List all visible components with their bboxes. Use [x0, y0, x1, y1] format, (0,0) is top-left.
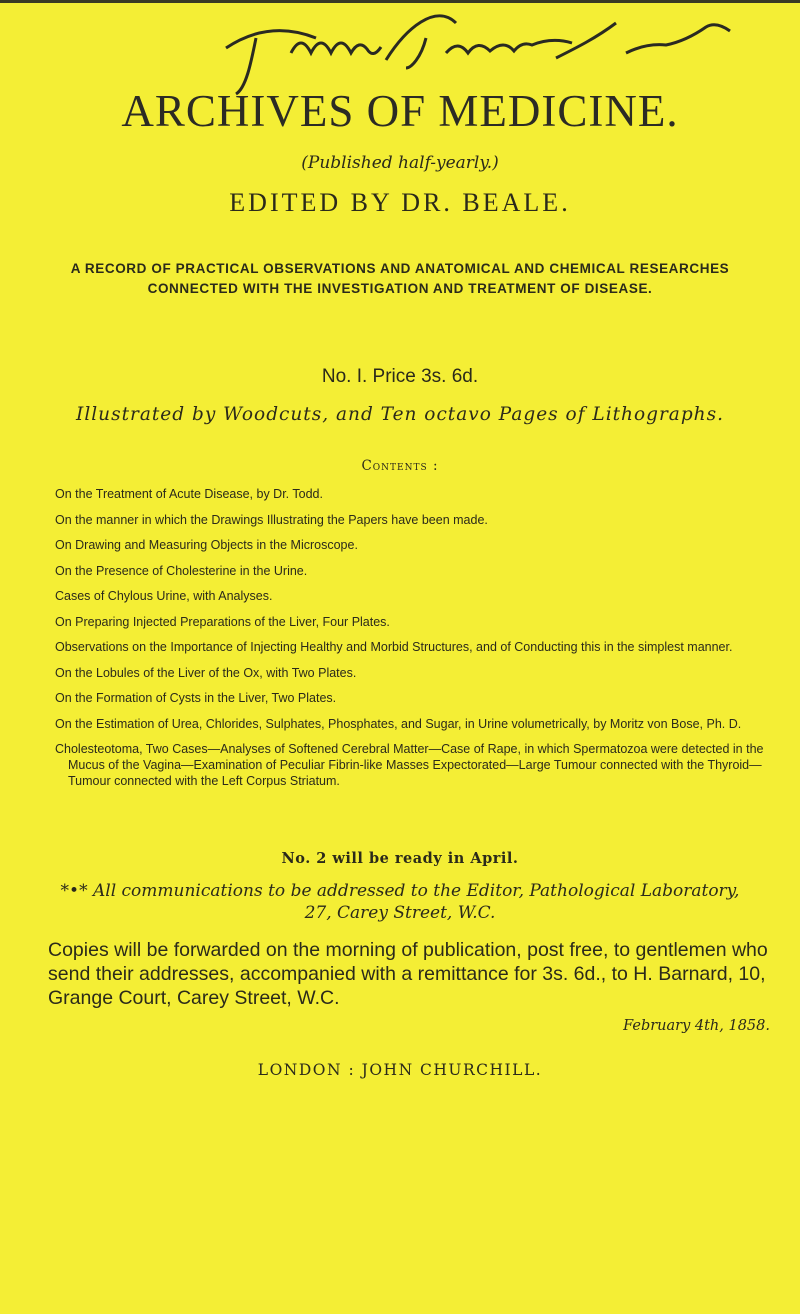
contents-item: On the Lobules of the Liver of the Ox, with Two Plates.: [55, 665, 357, 680]
issue-date: February 4th, 1858.: [623, 1018, 770, 1034]
contents-list: [55, 486, 765, 799]
issue-price: No. I. Price 3s. 6d.: [321, 366, 479, 387]
contents-item: On the Treatment of Acute Disease, by Dr. Todd.: [55, 487, 323, 501]
contents-item: Observations on the Importance of Injecting Healthy and Morbid Structures, and of Conducting this in the simplest manner.: [55, 640, 733, 654]
illustrated-line: Illustrated by Woodcuts, and Ten octavo Pages of Lithographs.: [76, 404, 724, 425]
top-border: [0, 0, 800, 3]
contents-item: On Preparing Injected Preparations of the Liver, Four Plates.: [55, 614, 390, 629]
contents-item: On the Formation of Cysts in the Liver, Two Plates.: [55, 691, 337, 705]
publication-frequency: (Published half-yearly.): [301, 153, 499, 173]
copies-notice: Copies will be forwarded on the morning of publication, post free, to gentlemen who send their addresses, accompanied with a remittance for 3s. 6d., to H. Barnard, 10, Grange Court, Carey Street, W.C.: [48, 939, 768, 1009]
contents-item: On the Presence of Cholesterine in the Urine.: [55, 563, 308, 578]
handwritten-signature: [196, 8, 756, 96]
editor-line: EDITED BY DR. BEALE.: [229, 188, 571, 217]
address-line-1: *•* All communications to be addressed to the Editor, Pathological Laboratory,: [60, 881, 740, 901]
publisher-line: LONDON : JOHN CHURCHILL.: [257, 1061, 543, 1079]
next-issue-notice: No. 2 will be ready in April.: [281, 850, 519, 867]
contents-item: On Drawing and Measuring Objects in the Microscope.: [55, 538, 358, 552]
contents-item: On the Estimation of Urea, Chlorides, Sulphates, Phosphates, and Sugar, in Urine volumetrically, by Moritz von Bose, Ph. D.: [55, 716, 742, 731]
address-line-2: 27, Carey Street, W.C.: [304, 903, 496, 923]
contents-item: Cases of Chylous Urine, with Analyses.: [55, 589, 273, 603]
contents-item: Cholesteotoma, Two Cases—Analyses of Softened Cerebral Matter—Case of Rape, in which Spermatozoa were detected in the Mucus of the Vagina—Examination of Peculiar Fibrin-like Masses Expectorated—Large Tumour connected with the Thyroid—Tumour connected with the Left Corpus Striatum.: [55, 742, 764, 788]
contents-heading: Contents :: [361, 458, 439, 474]
editor-address: [0, 880, 800, 924]
contents-item: On the manner in which the Drawings Illustrating the Papers have been made.: [55, 512, 488, 527]
journal-description: A RECORD OF PRACTICAL OBSERVATIONS AND ANATOMICAL AND CHEMICAL RESEARCHES CONNECTED WITH THE INVESTIGATION AND TREATMENT OF DISEASE.: [70, 261, 730, 296]
journal-title: ARCHIVES OF MEDICINE.: [121, 86, 679, 136]
